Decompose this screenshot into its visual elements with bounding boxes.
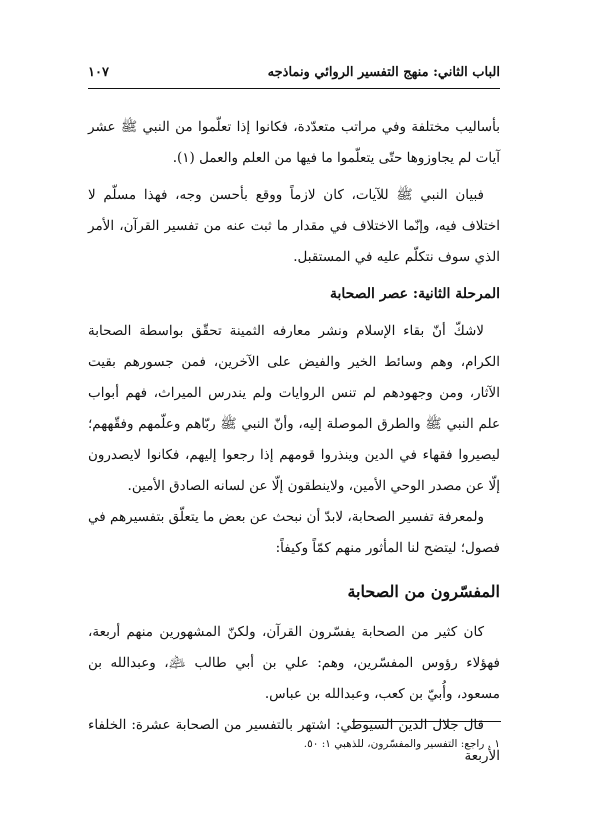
chapter-title: الباب الثاني: منهج التفسير الروائي ونماذجه bbox=[267, 64, 500, 80]
page-number: ١٠٧ bbox=[88, 64, 109, 80]
body-text bbox=[88, 112, 500, 772]
footnote-divider bbox=[352, 721, 501, 722]
paragraph-5: كان كثير من الصحابة يفسّرون القرآن، ولكنّ المشهورين منهم أربعة، فهؤلاء رؤوس المفسّرين، وهم: علي بن أبي طالب ﵇، وعبدالله بن مسعود، وأُبيّ بن كعب، وعبدالله بن عباس. bbox=[88, 624, 500, 702]
subheading-companions-era: المرحلة الثانية: عصر الصحابة bbox=[329, 286, 500, 302]
footnote-1: ١ . راجع: التفسير والمفسّرون، للذهبي ١: ٥٠. bbox=[303, 738, 500, 750]
paragraph-1: بأساليب مختلفة وفي مراتب متعدّدة، فكانوا إذا تعلّموا من النبي ﷺ عشر آيات لم يجاوزوها حتّى يتعلّموا ما فيها من العلم والعمل (١). bbox=[88, 119, 500, 166]
section-heading-commentators: المفسّرون من الصحابة bbox=[347, 582, 500, 601]
paragraph-4: ولمعرفة تفسير الصحابة، لابدّ أن نبحث عن بعض ما يتعلّق بتفسيرهم في فصول؛ ليتضح لنا المأثور منهم كمّاً وكيفاً: bbox=[88, 509, 500, 556]
running-header bbox=[88, 62, 500, 82]
paragraph-3: لاشكّ أنّ بقاء الإسلام ونشر معارفه الثمينة تحقّق بواسطة الصحابة الكرام، وهم وسائط الخير والفيض على الآخرين، فمن جسورهم بقيت الآثار، ومن وجهودهم لم تنس الروايات ولم يندرس الميراث، فهم أبواب علم النبي ﷺ والطرق الموصلة إليه، وأنّ النبي ﷺ ربّاهم وعلّمهم وفقّههم؛ ليصيروا فقهاء في الدين وينذروا قومهم إذا رجعوا إليهم، فكانوا لايصدرون إلّا عن مصدر الوحي الأمين، ولاينطقون إلّا عن لسانه الصادق الأمين. bbox=[88, 323, 500, 494]
paragraph-6: قال جلال الدين السيوطي: اشتهر بالتفسير من الصحابة عشرة: الخلفاء الأربعة bbox=[88, 717, 500, 764]
header-divider bbox=[88, 88, 500, 89]
paragraph-2: فبيان النبي ﷺ للآيات، كان لازماً ووقع بأحسن وجه، فهذا مسلّم لا اختلاف فيه، وإنّما الاختلاف في مقدار ما ثبت عنه من تفسير القرآن، الأمر الذي سوف نتكلّم عليه في المستقبل. bbox=[88, 187, 500, 265]
